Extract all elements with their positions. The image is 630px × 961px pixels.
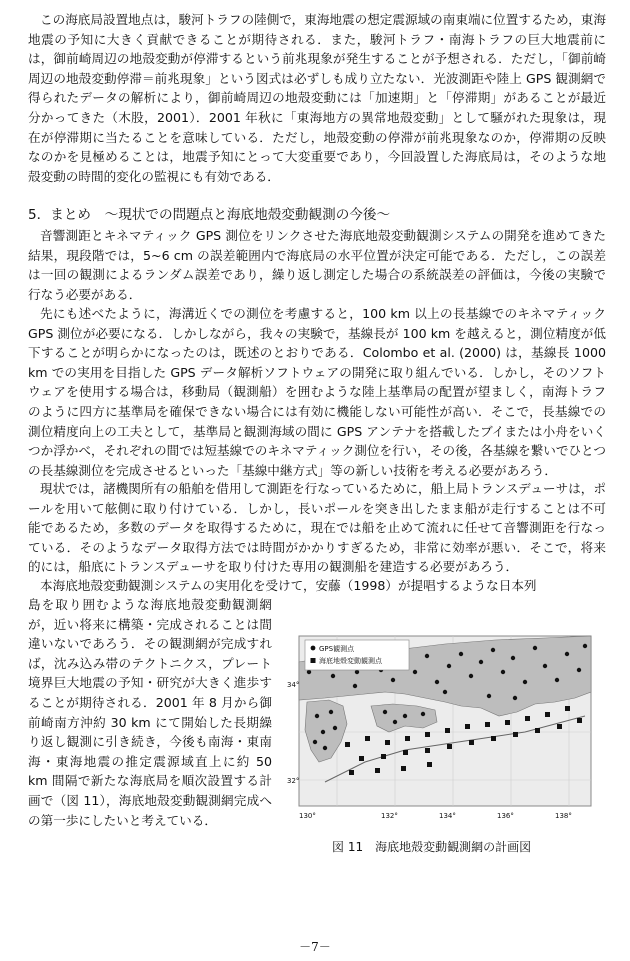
section-heading: 5．まとめ ～現状での問題点と海底地殻変動観測の今後～ [28, 207, 391, 223]
legend-seafloor-label: 海底地殻変動観測点 [319, 657, 382, 665]
paragraph-3: 先にも述べたように，海溝近くでの測位を考慮すると，100 km 以上の長基線でのキネマティック GPS 測位が必要になる．しかしながら，我々の実験で，基線長が 100 km を越えると，測位精度が低下することが明らかになったのは，既述のとおりである．Colombo et al. (2000) は，基線長 1000 km での実用を目指した GPS データ解析ソフトウェアの開発に取り組んでいる．しかし，そのソフトウェアを使用する場合は，移動局（観測船）を囲むような陸上基準局の配置が望ましく，南海トラフのように四方に基準局を確保できない場合には有効に機能しない可能性が高い．そこで，長基線での測位精度向上の工夫として，基準局と観測海域の間に GPS アンテナを搭載したブイまたは小舟をいくつか浮かべ，それぞれの間では短基線でのキネマティック測位を行い，その後，各基線を繋いでひとつの長基線測位を完成させるといった「基線中継方式」等の新しい技術を考える必要があろう． [28, 306, 606, 478]
paragraph-4: 現状では，諸機関所有の船舶を借用して測距を行なっているために，船上局トランスデューサは，ポールを用いて舷側に取り付けている．しかし，長いポールを突き出したまま船が走行することは不可能であるため，多数のデータを取得するために，現在では船を止めて流れに任せて音響測距を行なっている．そのようなデータ取得方法では時間がかかりすぎるため，非常に効率が悪い．そこで，将来的には，船底にトランスデューサを取り付けた専用の観測船を建造する必要があろう． [28, 481, 606, 575]
lon-label-136: 136° [497, 812, 514, 820]
observation-network-map [285, 632, 601, 827]
paragraph-2: 音響測距とキネマティック GPS 測位をリンクさせた海底地殻変動観測システムの開発を進めてきた結果，現段階では，5~6 cm の誤差範囲内で海底局の水平位置が決定可能である．ただし，この誤差は一回の観測によるランダム誤差であり，繰り返し測定した場合の系統誤差の評価は，今後の実験で行なう必要がある． [28, 228, 606, 302]
legend-seafloor-marker [311, 658, 316, 663]
lat-label-34: 34° [287, 681, 300, 689]
lon-label-132: 132° [381, 812, 398, 820]
figure-caption: 図 11 海底地殻変動観測網の計画図 [332, 840, 532, 854]
lon-label-134: 134° [439, 812, 456, 820]
paragraph-5-first-line: 本海底地殻変動観測システムの実用化を受けて，安藤（1998）が提唱するような日本列 [40, 578, 537, 593]
paragraph-1: この海底局設置地点は，駿河トラフの陸側で，東海地震の想定震源域の南東端に位置するため，東海地震の予知に大きく貢献できることが期待される．また，駿河トラフ・南海トラフの巨大地震前には，御前崎周辺の地殻変動が停滞するという前兆現象が発生することが予想される．ただし，「御前崎周辺の地殻変動停滞＝前兆現象」という図式は必ずしも成り立たない．光波測距や陸上 GPS 観測網で得られたデータの解析により，御前崎周辺の地殻変動には「加速期」と「停滞期」があることが最近分かってきた（木股，2001）．2001 年秋に「東海地方の異常地殻変動」として騒がれた現象は，現在が停滞期に当たることを意味している．ただし，地殻変動の停滞が前兆現象なのか，停滞期の反映なのかを見極めることは，地震予知にとって大変重要であり，今回設置した海底局は，そのような地殻変動の時間的変化の監視にも有効である． [28, 12, 606, 184]
page-number: －7－ [299, 940, 331, 954]
legend-gps-label: GPS観測点 [319, 645, 355, 653]
lat-label-32: 32° [287, 777, 300, 785]
lon-label-130: 130° [299, 812, 316, 820]
paragraph-5-rest: 島を取り囲むような海底地殻変動観測網が，近い将来に構築・完成されることは間違いないであろう．その観測網が完成すれば，沈み込み帯のテクトニクス，プレート境界巨大地震の予知・研究が大きく進歩することが期待される．2001 年 8 月から御前崎南方沖約 30 km にて開始した長期繰り返し観測に引き続き，今後も南海・東南海・東海地震の推定震源域直上に約 50 km 間隔で新たな海底局を順次設置する計画で（図 11），海底地殻変動観測網完成への第一歩にしたいと考えている． [28, 597, 272, 828]
figure-11 [285, 632, 601, 827]
lon-label-138: 138° [555, 812, 572, 820]
legend-gps-marker [311, 646, 316, 651]
